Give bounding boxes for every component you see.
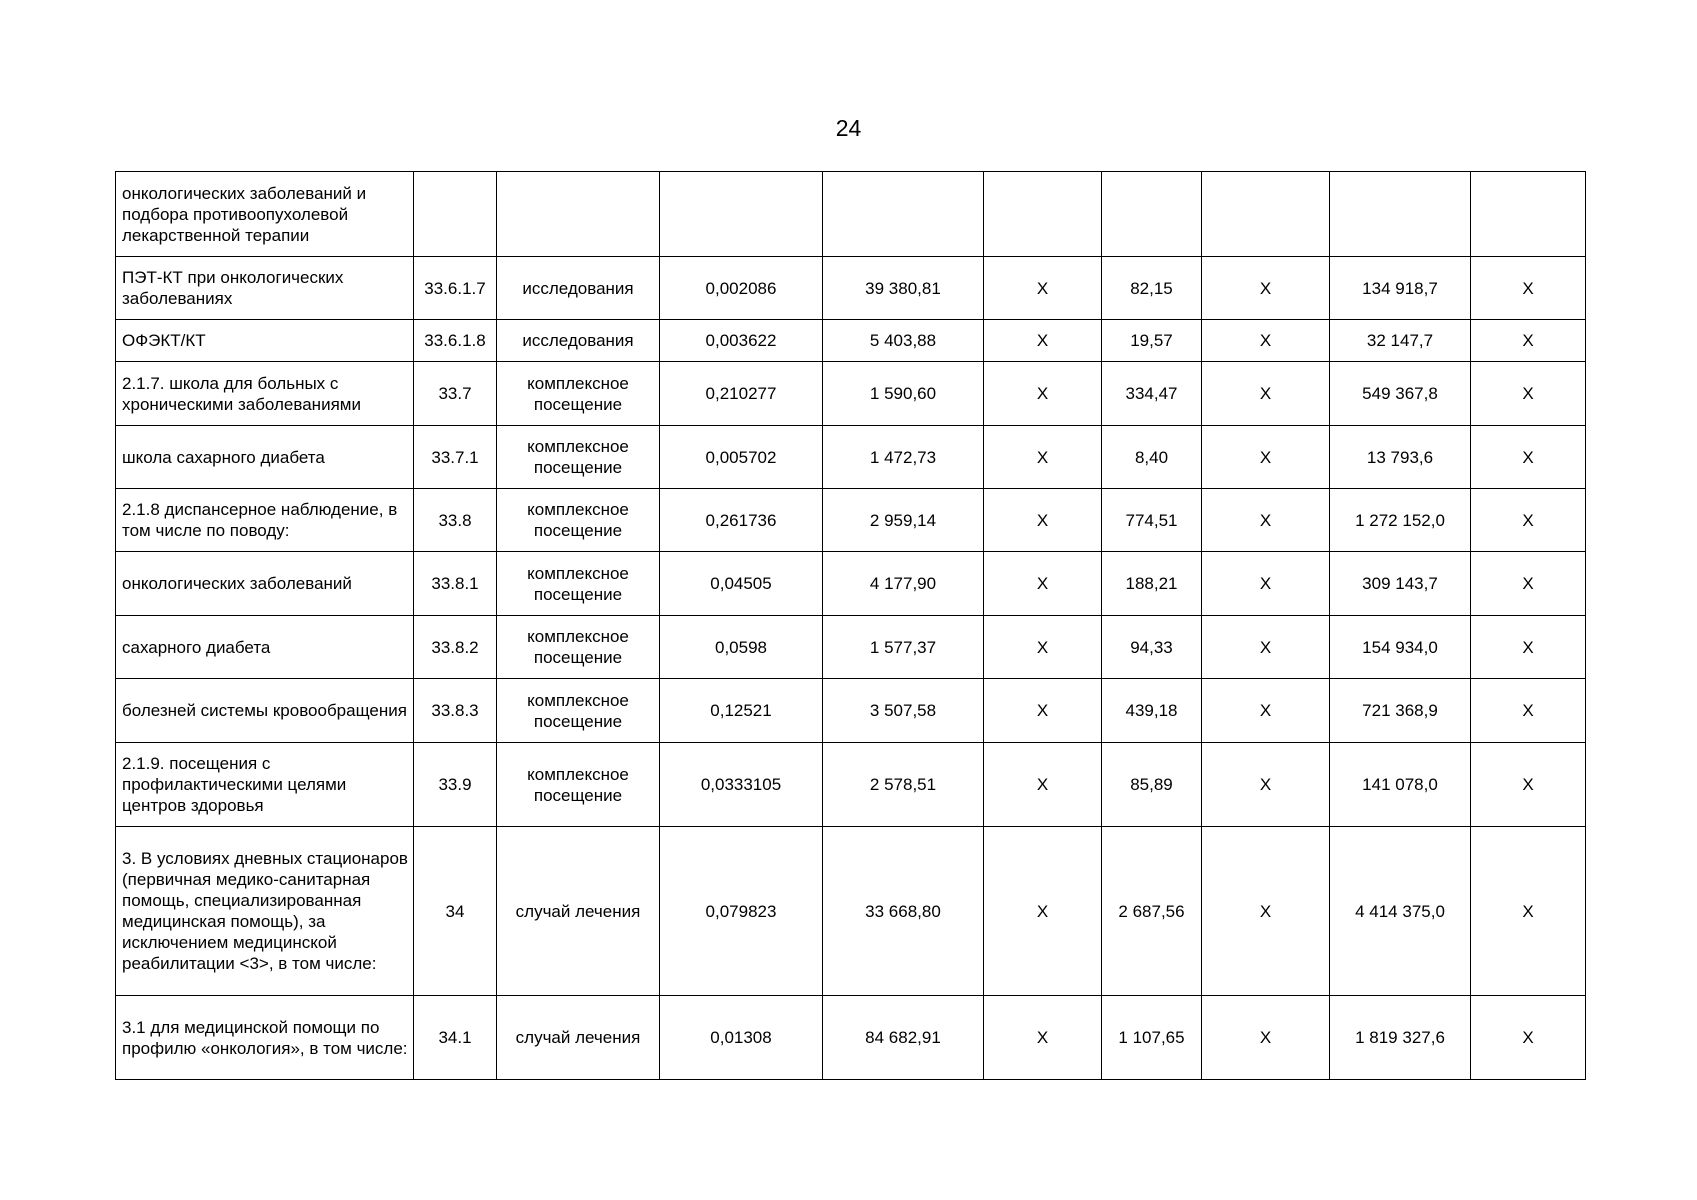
cell-code: 33.6.1.8 xyxy=(414,320,497,362)
table-row xyxy=(116,679,1586,743)
cell-x2: Х xyxy=(1202,827,1330,996)
cell-unit: случай лечения xyxy=(497,996,660,1080)
cell-total: 4 414 375,0 xyxy=(1330,827,1471,996)
cell-code: 33.7.1 xyxy=(414,426,497,489)
cell-total: 309 143,7 xyxy=(1330,552,1471,616)
cell-x1: Х xyxy=(984,257,1102,320)
cell-x3: Х xyxy=(1471,743,1586,827)
table-row xyxy=(116,827,1586,996)
cell-unit: комплексное посещение xyxy=(497,679,660,743)
cell-per-capita: 188,21 xyxy=(1102,552,1202,616)
cell-cost: 4 177,90 xyxy=(823,552,984,616)
cell-name: сахарного диабета xyxy=(116,616,414,679)
cell-cost: 1 472,73 xyxy=(823,426,984,489)
cell-total: 32 147,7 xyxy=(1330,320,1471,362)
cell-x2: Х xyxy=(1202,552,1330,616)
table-row xyxy=(116,552,1586,616)
cell-total: 13 793,6 xyxy=(1330,426,1471,489)
cell-name: 2.1.9. посещения с профилактическими целями центров здоровья xyxy=(116,743,414,827)
cell-unit: исследования xyxy=(497,320,660,362)
cell-unit: комплексное посещение xyxy=(497,743,660,827)
cell-code: 33.8.3 xyxy=(414,679,497,743)
cell-x3: Х xyxy=(1471,679,1586,743)
cell-code xyxy=(414,172,497,257)
cell-unit: комплексное посещение xyxy=(497,552,660,616)
cell-code: 33.7 xyxy=(414,362,497,426)
cell-unit: комплексное посещение xyxy=(497,616,660,679)
cell-x2: Х xyxy=(1202,489,1330,552)
cell-x3: Х xyxy=(1471,362,1586,426)
cell-x3: Х xyxy=(1471,320,1586,362)
cell-unit: комплексное посещение xyxy=(497,426,660,489)
cell-cost: 3 507,58 xyxy=(823,679,984,743)
cell-x3: Х xyxy=(1471,489,1586,552)
cell-cost: 33 668,80 xyxy=(823,827,984,996)
cell-per-capita: 85,89 xyxy=(1102,743,1202,827)
cell-code: 33.6.1.7 xyxy=(414,257,497,320)
cell-x3: Х xyxy=(1471,552,1586,616)
cell-x2: Х xyxy=(1202,743,1330,827)
cell-unit: случай лечения xyxy=(497,827,660,996)
cell-x1 xyxy=(984,172,1102,257)
cell-per-capita: 334,47 xyxy=(1102,362,1202,426)
cell-x1: Х xyxy=(984,827,1102,996)
cell-name: 2.1.8 диспансерное наблюдение, в том числе по поводу: xyxy=(116,489,414,552)
cell-x2: Х xyxy=(1202,362,1330,426)
cell-per-capita: 2 687,56 xyxy=(1102,827,1202,996)
cell-per-capita: 19,57 xyxy=(1102,320,1202,362)
cell-total: 141 078,0 xyxy=(1330,743,1471,827)
cell-x3: Х xyxy=(1471,616,1586,679)
cell-per-capita: 82,15 xyxy=(1102,257,1202,320)
cell-cost: 1 577,37 xyxy=(823,616,984,679)
cell-name: онкологических заболеваний xyxy=(116,552,414,616)
cell-x3: Х xyxy=(1471,996,1586,1080)
cell-x2: Х xyxy=(1202,320,1330,362)
cell-total: 549 367,8 xyxy=(1330,362,1471,426)
cell-unit xyxy=(497,172,660,257)
cell-volume: 0,12521 xyxy=(660,679,823,743)
cell-volume: 0,005702 xyxy=(660,426,823,489)
cell-x3: Х xyxy=(1471,827,1586,996)
cell-cost: 2 578,51 xyxy=(823,743,984,827)
table-row xyxy=(116,172,1586,257)
table-body xyxy=(116,172,1586,1080)
cell-per-capita: 8,40 xyxy=(1102,426,1202,489)
cell-cost: 1 590,60 xyxy=(823,362,984,426)
cell-cost: 2 959,14 xyxy=(823,489,984,552)
cell-total: 134 918,7 xyxy=(1330,257,1471,320)
cell-x2 xyxy=(1202,172,1330,257)
cell-cost xyxy=(823,172,984,257)
cell-per-capita: 439,18 xyxy=(1102,679,1202,743)
table-row xyxy=(116,257,1586,320)
table-row xyxy=(116,362,1586,426)
cell-volume: 0,04505 xyxy=(660,552,823,616)
cell-x1: Х xyxy=(984,616,1102,679)
cell-x2: Х xyxy=(1202,426,1330,489)
cell-unit: комплексное посещение xyxy=(497,362,660,426)
cell-name: 2.1.7. школа для больных с хроническими заболеваниями xyxy=(116,362,414,426)
cell-per-capita: 94,33 xyxy=(1102,616,1202,679)
cell-unit: исследования xyxy=(497,257,660,320)
cell-volume: 0,01308 xyxy=(660,996,823,1080)
cell-per-capita xyxy=(1102,172,1202,257)
cell-total xyxy=(1330,172,1471,257)
cell-total: 1 819 327,6 xyxy=(1330,996,1471,1080)
cell-volume: 0,079823 xyxy=(660,827,823,996)
cell-total: 721 368,9 xyxy=(1330,679,1471,743)
cell-total: 1 272 152,0 xyxy=(1330,489,1471,552)
cell-x1: Х xyxy=(984,743,1102,827)
cell-x1: Х xyxy=(984,426,1102,489)
page-number: 24 xyxy=(835,115,862,141)
cell-code: 33.8.1 xyxy=(414,552,497,616)
table-row xyxy=(116,320,1586,362)
table-row xyxy=(116,743,1586,827)
cell-x1: Х xyxy=(984,679,1102,743)
cell-x3: Х xyxy=(1471,426,1586,489)
cell-x2: Х xyxy=(1202,257,1330,320)
cell-unit: комплексное посещение xyxy=(497,489,660,552)
cell-name: онкологических заболеваний и подбора противоопухолевой лекарственной терапии xyxy=(116,172,414,257)
table-row xyxy=(116,996,1586,1080)
cell-name: болезней системы кровообращения xyxy=(116,679,414,743)
cell-name: ПЭТ-КТ при онкологических заболеваниях xyxy=(116,257,414,320)
cell-name: школа сахарного диабета xyxy=(116,426,414,489)
cell-x3 xyxy=(1471,172,1586,257)
cell-code: 33.8 xyxy=(414,489,497,552)
table-row xyxy=(116,489,1586,552)
cell-cost: 84 682,91 xyxy=(823,996,984,1080)
cell-x1: Х xyxy=(984,552,1102,616)
cell-volume: 0,0333105 xyxy=(660,743,823,827)
cell-code: 33.9 xyxy=(414,743,497,827)
data-table xyxy=(115,171,1586,1080)
cell-volume: 0,261736 xyxy=(660,489,823,552)
cell-x2: Х xyxy=(1202,679,1330,743)
cell-cost: 5 403,88 xyxy=(823,320,984,362)
cell-total: 154 934,0 xyxy=(1330,616,1471,679)
cell-volume: 0,003622 xyxy=(660,320,823,362)
cell-code: 34 xyxy=(414,827,497,996)
cell-x1: Х xyxy=(984,362,1102,426)
cell-x2: Х xyxy=(1202,996,1330,1080)
cell-name: 3. В условиях дневных стационаров (первичная медико-санитарная помощь, специализированная медицинская помощь), за исключением медицинской реабилитации <3>, в том числе: xyxy=(116,827,414,996)
cell-per-capita: 1 107,65 xyxy=(1102,996,1202,1080)
cell-name: ОФЭКТ/КТ xyxy=(116,320,414,362)
cell-per-capita: 774,51 xyxy=(1102,489,1202,552)
cell-x1: Х xyxy=(984,489,1102,552)
cell-name: 3.1 для медицинской помощи по профилю «онкология», в том числе: xyxy=(116,996,414,1080)
cell-x3: Х xyxy=(1471,257,1586,320)
cell-volume: 0,002086 xyxy=(660,257,823,320)
cell-x1: Х xyxy=(984,320,1102,362)
cell-code: 33.8.2 xyxy=(414,616,497,679)
table-row xyxy=(116,616,1586,679)
cell-cost: 39 380,81 xyxy=(823,257,984,320)
cell-x1: Х xyxy=(984,996,1102,1080)
cell-volume xyxy=(660,172,823,257)
cell-volume: 0,210277 xyxy=(660,362,823,426)
table-row xyxy=(116,426,1586,489)
cell-code: 34.1 xyxy=(414,996,497,1080)
cell-volume: 0,0598 xyxy=(660,616,823,679)
cell-x2: Х xyxy=(1202,616,1330,679)
